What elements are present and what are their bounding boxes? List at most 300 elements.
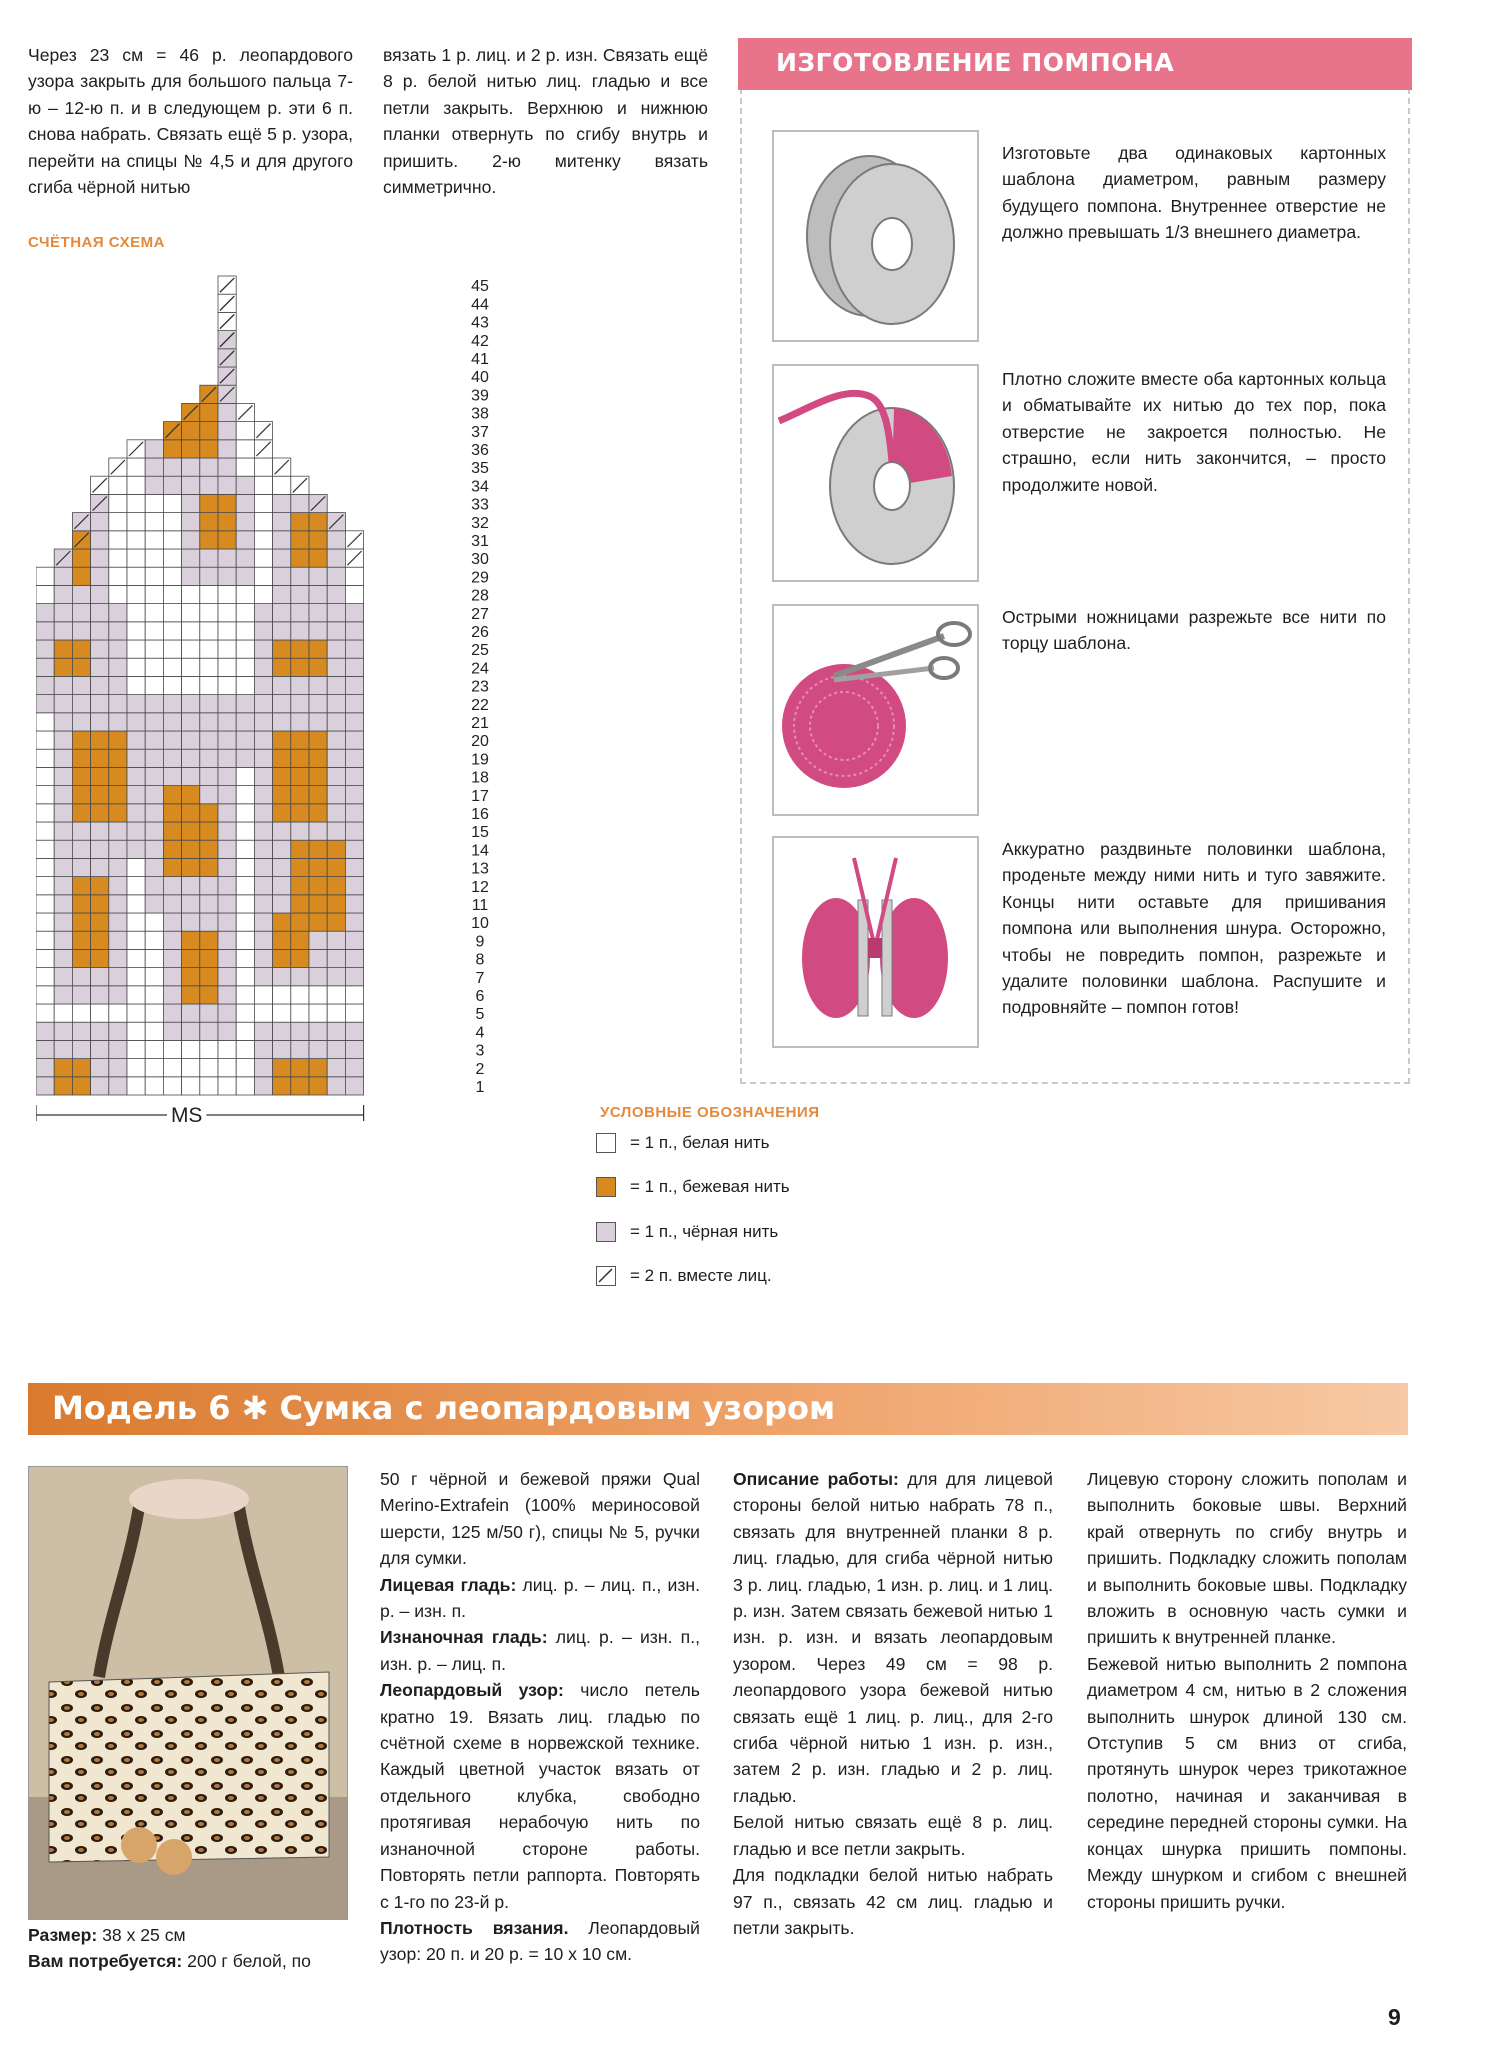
chart-row-label: 42	[471, 332, 489, 350]
chart-cell	[91, 895, 109, 913]
chart-cell	[218, 494, 236, 512]
chart-cell	[345, 604, 363, 622]
chart-cell	[345, 931, 363, 949]
chart-cell	[327, 531, 345, 549]
chart-cell	[127, 1022, 145, 1040]
chart-cell	[182, 1004, 200, 1022]
chart-cell	[273, 622, 291, 640]
legend-swatch-black	[596, 1222, 616, 1242]
chart-cell	[254, 731, 272, 749]
chart-cell	[163, 440, 181, 458]
chart-cell	[36, 840, 54, 858]
chart-cell	[309, 822, 327, 840]
chart-cell	[218, 949, 236, 967]
chart-cell	[254, 786, 272, 804]
chart-cell	[327, 858, 345, 876]
chart-row-label: 33	[471, 496, 489, 514]
chart-cell	[182, 1040, 200, 1058]
chart-row-label: 12	[471, 878, 489, 896]
white-yarn-paragraph: Белой нитью связать ещё 8 р. лиц. гладью и все петли закрыть.	[733, 1812, 1053, 1859]
chart-row-label: 1	[475, 1079, 485, 1096]
chart-cell	[182, 567, 200, 585]
chart-cell	[163, 695, 181, 713]
chart-cell	[236, 986, 254, 1004]
chart-cell	[54, 804, 72, 822]
chart-cell	[200, 422, 218, 440]
chart-cell	[218, 877, 236, 895]
chart-cell	[127, 731, 145, 749]
chart-cell	[145, 968, 163, 986]
chart-cell	[36, 1040, 54, 1058]
chart-cell	[182, 640, 200, 658]
chart-cell	[36, 676, 54, 694]
chart-cell	[200, 749, 218, 767]
chart-cell	[345, 676, 363, 694]
chart-row-label: 18	[471, 769, 489, 787]
chart-cell	[127, 585, 145, 603]
chart-cell	[72, 1077, 90, 1095]
chart-cell	[291, 931, 309, 949]
chart-cell	[145, 458, 163, 476]
chart-cell	[91, 549, 109, 567]
chart-cell	[309, 949, 327, 967]
chart-cell	[200, 1022, 218, 1040]
chart-cell	[109, 531, 127, 549]
assembly-paragraph: Лицевую сторону сложить пополам и выполнить боковые швы. Верхний край отвернуть по сгибу внутрь и пришить. Подкладку сложить пополам и выполнить боковые швы. Подкладку вложить в основную часть сумки и пришить к внутренней планке.	[1087, 1469, 1407, 1648]
chart-cell	[145, 531, 163, 549]
chart-cell	[182, 531, 200, 549]
chart-cell	[236, 931, 254, 949]
chart-cell	[182, 458, 200, 476]
chart-cell	[145, 749, 163, 767]
chart-cell	[345, 804, 363, 822]
chart-cell	[182, 494, 200, 512]
chart-cell	[145, 549, 163, 567]
chart-cell	[145, 1059, 163, 1077]
chart-cell	[291, 895, 309, 913]
chart-cell	[54, 968, 72, 986]
chart-cell	[127, 949, 145, 967]
materials-paragraph: 50 г чёрной и бежевой пряжи Qual Merino-Extrafein (100% мериносовой шерсти, 125 м/50 г), спицы № 5, ручки для сумки.	[380, 1469, 700, 1569]
chart-cell	[309, 640, 327, 658]
chart-cell	[145, 585, 163, 603]
chart-cell	[200, 804, 218, 822]
chart-cell	[327, 1022, 345, 1040]
chart-cell	[200, 403, 218, 421]
chart-cell	[200, 1059, 218, 1077]
chart-cell	[345, 858, 363, 876]
chart-cell	[127, 968, 145, 986]
legend-label-black: = 1 п., чёрная нить	[630, 1222, 779, 1241]
chart-cell	[72, 840, 90, 858]
chart-grid-svg	[36, 266, 496, 1326]
chart-cell	[254, 458, 272, 476]
chart-cell	[309, 877, 327, 895]
chart-cell	[109, 1059, 127, 1077]
chart-cell	[91, 858, 109, 876]
counting-chart	[36, 266, 496, 1326]
chart-cell	[72, 913, 90, 931]
chart-cell	[163, 640, 181, 658]
chart-cell	[327, 695, 345, 713]
chart-cell	[91, 822, 109, 840]
chart-cell	[163, 1059, 181, 1077]
chart-cell	[200, 986, 218, 1004]
chart-cell	[109, 494, 127, 512]
chart-cell	[54, 622, 72, 640]
chart-cell	[309, 1077, 327, 1095]
chart-cell	[236, 949, 254, 967]
chart-cell	[163, 858, 181, 876]
step-2-image	[772, 364, 979, 582]
chart-cell	[163, 585, 181, 603]
chart-cell	[91, 1004, 109, 1022]
chart-cell	[218, 640, 236, 658]
chart-cell	[236, 1077, 254, 1095]
chart-cell	[182, 513, 200, 531]
chart-cell	[109, 604, 127, 622]
chart-cell	[236, 531, 254, 549]
chart-row-label: 17	[471, 787, 489, 805]
chart-cell	[163, 622, 181, 640]
chart-cell	[109, 877, 127, 895]
chart-cell	[127, 513, 145, 531]
chart-cell	[36, 1022, 54, 1040]
chart-cell	[273, 476, 291, 494]
chart-cell	[327, 585, 345, 603]
chart-ms-label: MS	[170, 1104, 203, 1127]
chart-cell	[36, 1077, 54, 1095]
chart-cell	[54, 858, 72, 876]
chart-cell	[254, 567, 272, 585]
chart-cell	[54, 1059, 72, 1077]
chart-cell	[345, 585, 363, 603]
chart-cell	[163, 931, 181, 949]
intro-paragraph-1: Через 23 см = 46 р. леопардового узора закрыть для большого пальца 7-ю – 12-ю п. и в следующем р. эти 6 п. снова набрать. Связать ещё 5 р. узора, перейти на спицы № 4,5 и для другого сгиба чёрной нитью	[28, 45, 353, 198]
chart-cell	[309, 968, 327, 986]
chart-cell	[236, 1004, 254, 1022]
pompon-cord-paragraph: Бежевой нитью выполнить 2 помпона диаметром 4 см, нитью в 2 сложения выполнить шнурок длиной 130 см. Отступив 5 см вниз от сгиба, протянуть шнурок через трикотажное полотно, начиная и заканчивая в середине передней стороны сумки. На концах шнурка пришить помпоны. Между шнурком и сгибом с внешней стороны пришить ручки.	[1087, 1653, 1407, 1912]
chart-cell	[91, 658, 109, 676]
chart-cell	[91, 1040, 109, 1058]
chart-cell	[54, 913, 72, 931]
chart-cell	[36, 786, 54, 804]
chart-cell	[72, 731, 90, 749]
chart-row-label: 45	[471, 278, 489, 296]
chart-cell	[236, 604, 254, 622]
step-1-text: Изготовьте два одинаковых картонных шаблона диаметром, равным размеру будущего помпона. Внутреннее отверстие не должно превышать 1/3 внешнего диаметра.	[1002, 143, 1386, 243]
chart-cell	[327, 913, 345, 931]
chart-cell	[109, 913, 127, 931]
chart-cell	[72, 749, 90, 767]
chart-cell	[291, 822, 309, 840]
chart-cell	[91, 713, 109, 731]
chart-cell	[72, 585, 90, 603]
chart-cell	[345, 1059, 363, 1077]
chart-cell	[72, 713, 90, 731]
chart-cell	[291, 877, 309, 895]
chart-cell	[254, 1040, 272, 1058]
chart-cell	[291, 1040, 309, 1058]
chart-cell	[127, 877, 145, 895]
chart-cell	[273, 877, 291, 895]
chart-cell	[291, 731, 309, 749]
chart-cell	[291, 658, 309, 676]
chart-row-label: 9	[475, 933, 485, 951]
pompon-header	[738, 38, 1412, 90]
chart-cell	[291, 840, 309, 858]
chart-cell	[254, 840, 272, 858]
chart-cell	[273, 585, 291, 603]
chart-cell	[345, 640, 363, 658]
chart-cell	[345, 731, 363, 749]
chart-cell	[273, 567, 291, 585]
chart-cell	[327, 567, 345, 585]
chart-cell	[109, 786, 127, 804]
chart-cell	[254, 931, 272, 949]
chart-cell	[218, 931, 236, 949]
chart-cell	[254, 476, 272, 494]
intro-paragraph-2: вязать 1 р. лиц. и 2 р. изн. Связать ещё 8 р. белой нитью лиц. гладью и все петли закрыть. Верхнюю и нижнюю планки отвернуть по сгибу внутрь и пришить. 2-ю митенку вязать симметрично.	[383, 45, 708, 198]
chart-cell	[327, 749, 345, 767]
chart-cell	[91, 1077, 109, 1095]
chart-cell	[72, 822, 90, 840]
chart-cell	[309, 695, 327, 713]
chart-cell	[145, 731, 163, 749]
chart-cell	[200, 549, 218, 567]
chart-cell	[127, 622, 145, 640]
chart-cell	[291, 713, 309, 731]
chart-cell	[127, 640, 145, 658]
chart-cell	[127, 858, 145, 876]
chart-cell	[72, 1059, 90, 1077]
chart-cell	[91, 749, 109, 767]
chart-cell	[273, 731, 291, 749]
chart-row-label: 28	[471, 587, 489, 605]
chart-cell	[273, 968, 291, 986]
chart-cell	[309, 531, 327, 549]
chart-cell	[182, 440, 200, 458]
chart-cell	[291, 786, 309, 804]
chart-cell	[345, 895, 363, 913]
chart-cell	[54, 822, 72, 840]
chart-cell	[127, 458, 145, 476]
chart-cell	[72, 676, 90, 694]
chart-cell	[218, 1040, 236, 1058]
chart-cell	[91, 877, 109, 895]
chart-cell	[127, 494, 145, 512]
chart-cell	[163, 549, 181, 567]
chart-row-label: 29	[471, 569, 489, 587]
chart-cell	[163, 476, 181, 494]
chart-cell	[273, 658, 291, 676]
chart-cell	[291, 913, 309, 931]
chart-cell	[109, 749, 127, 767]
chart-cell	[109, 968, 127, 986]
chart-cell	[182, 877, 200, 895]
chart-cell	[145, 567, 163, 585]
chart-cell	[182, 676, 200, 694]
chart-cell	[291, 567, 309, 585]
chart-cell	[273, 767, 291, 785]
chart-cell	[273, 858, 291, 876]
chart-cell	[236, 804, 254, 822]
chart-cell	[91, 640, 109, 658]
chart-row-label: 35	[471, 460, 489, 478]
chart-cell	[345, 786, 363, 804]
chart-cell	[309, 658, 327, 676]
chart-cell	[218, 840, 236, 858]
chart-cell	[109, 858, 127, 876]
chart-row-label: 23	[471, 678, 489, 696]
chart-cell	[109, 1077, 127, 1095]
chart-cell	[236, 658, 254, 676]
chart-cell	[309, 713, 327, 731]
chart-cell	[72, 695, 90, 713]
chart-cell	[54, 604, 72, 622]
chart-cell	[236, 458, 254, 476]
chart-cell	[218, 731, 236, 749]
chart-cell	[163, 531, 181, 549]
chart-cell	[145, 713, 163, 731]
chart-cell	[254, 1022, 272, 1040]
chart-row-label: 13	[471, 860, 489, 878]
chart-cell	[109, 549, 127, 567]
chart-cell	[36, 804, 54, 822]
chart-cell	[254, 895, 272, 913]
chart-cell	[218, 786, 236, 804]
chart-cell	[91, 786, 109, 804]
chart-cell	[54, 877, 72, 895]
chart-cell	[327, 713, 345, 731]
chart-cell	[54, 949, 72, 967]
work-description-paragraph: Описание работы: для для лицевой стороны белой нитью набрать 78 п., связать для внутренней планки 8 р. лиц. гладью, для сгиба чёрной нитью 3 р. лиц. гладью, 1 изн. р. лиц. и 1 лиц. р. изн. Затем связать бежевой нитью 1 изн. р. изн. и вязать леопардовым узором. Через 49 см = 98 р. леопардового узора бежевой нитью связать ещё 1 лиц. р. лиц., для 2-го сгиба чёрной нитью 1 изн. р. изн., затем 2 р. изн. гладью и 2 р. лиц. гладью.	[733, 1469, 1053, 1806]
chart-row-label: 43	[471, 314, 489, 332]
chart-cell	[91, 949, 109, 967]
chart-cell	[145, 695, 163, 713]
chart-cell	[236, 476, 254, 494]
chart-cell	[127, 804, 145, 822]
chart-cell	[200, 822, 218, 840]
chart-cell	[218, 713, 236, 731]
chart-cell	[345, 1040, 363, 1058]
chart-cell	[218, 767, 236, 785]
chart-cell	[327, 986, 345, 1004]
chart-cell	[309, 804, 327, 822]
chart-cell	[182, 422, 200, 440]
chart-cell	[291, 1004, 309, 1022]
chart-cell	[291, 513, 309, 531]
chart-cell	[145, 1004, 163, 1022]
chart-cell	[291, 494, 309, 512]
chart-cell	[54, 640, 72, 658]
chart-cell	[309, 513, 327, 531]
model-title: Модель 6 ✱ Сумка с леопардовым узором	[52, 1389, 836, 1427]
chart-cell	[127, 767, 145, 785]
chart-cell	[218, 531, 236, 549]
chart-cell	[91, 513, 109, 531]
chart-cell	[309, 1059, 327, 1077]
chart-cell	[309, 749, 327, 767]
chart-cell	[200, 494, 218, 512]
chart-cell	[200, 1040, 218, 1058]
chart-cell	[200, 949, 218, 967]
chart-cell	[200, 513, 218, 531]
chart-cell	[72, 549, 90, 567]
chart-cell	[109, 822, 127, 840]
legend-label-white: = 1 п., белая нить	[630, 1133, 770, 1152]
chart-cell	[72, 858, 90, 876]
chart-cell	[127, 1059, 145, 1077]
chart-cell	[236, 422, 254, 440]
chart-cell	[182, 549, 200, 567]
chart-cell	[36, 713, 54, 731]
chart-row-label: 30	[471, 551, 489, 569]
chart-cell	[200, 658, 218, 676]
chart-cell	[72, 1004, 90, 1022]
chart-cell	[163, 986, 181, 1004]
purl-stitch-paragraph: Изнаночная гладь: лиц. р. – изн. п., изн. р. – лиц. п.	[380, 1627, 700, 1674]
chart-cell	[291, 549, 309, 567]
chart-cell	[291, 1059, 309, 1077]
chart-row-label: 7	[475, 969, 485, 987]
chart-cell	[345, 1022, 363, 1040]
chart-cell	[254, 804, 272, 822]
chart-cell	[236, 731, 254, 749]
chart-cell	[109, 1040, 127, 1058]
chart-cell	[182, 968, 200, 986]
chart-cell	[127, 913, 145, 931]
chart-cell	[200, 913, 218, 931]
chart-row-label: 19	[471, 751, 489, 769]
legend-swatch-decrease	[596, 1266, 616, 1286]
chart-cell	[236, 895, 254, 913]
chart-row-label: 24	[471, 660, 489, 678]
chart-cell	[36, 695, 54, 713]
chart-cell	[254, 695, 272, 713]
chart-cell	[200, 713, 218, 731]
chart-cell	[273, 695, 291, 713]
chart-cell	[309, 786, 327, 804]
chart-cell	[54, 1004, 72, 1022]
chart-cell	[182, 1059, 200, 1077]
chart-cell	[291, 804, 309, 822]
chart-cell	[91, 676, 109, 694]
chart-cell	[254, 713, 272, 731]
chart-cell	[91, 986, 109, 1004]
chart-cell	[109, 640, 127, 658]
chart-cell	[36, 658, 54, 676]
chart-cell	[236, 822, 254, 840]
chart-cell	[200, 731, 218, 749]
chart-cell	[200, 895, 218, 913]
chart-cell	[163, 767, 181, 785]
chart-cell	[327, 658, 345, 676]
chart-cell	[145, 1077, 163, 1095]
chart-cell	[327, 549, 345, 567]
chart-cell	[218, 549, 236, 567]
chart-cell	[182, 749, 200, 767]
chart-cell	[163, 604, 181, 622]
chart-cell	[182, 1077, 200, 1095]
instructions-column-3	[1087, 1466, 1407, 1915]
chart-cell	[91, 767, 109, 785]
chart-cell	[91, 968, 109, 986]
chart-cell	[91, 531, 109, 549]
chart-cell	[127, 531, 145, 549]
chart-cell	[36, 913, 54, 931]
step-4-text: Аккуратно раздвиньте половинки шаблона, проденьте между ними нить и туго завяжите. Концы нити оставьте для пришивания помпона или выполнения шнура. Осторожно, чтобы не повредить помпон, разрежьте и удалите половинки шаблона. Распушите и подровняйте – помпон готов!	[1002, 839, 1386, 1018]
